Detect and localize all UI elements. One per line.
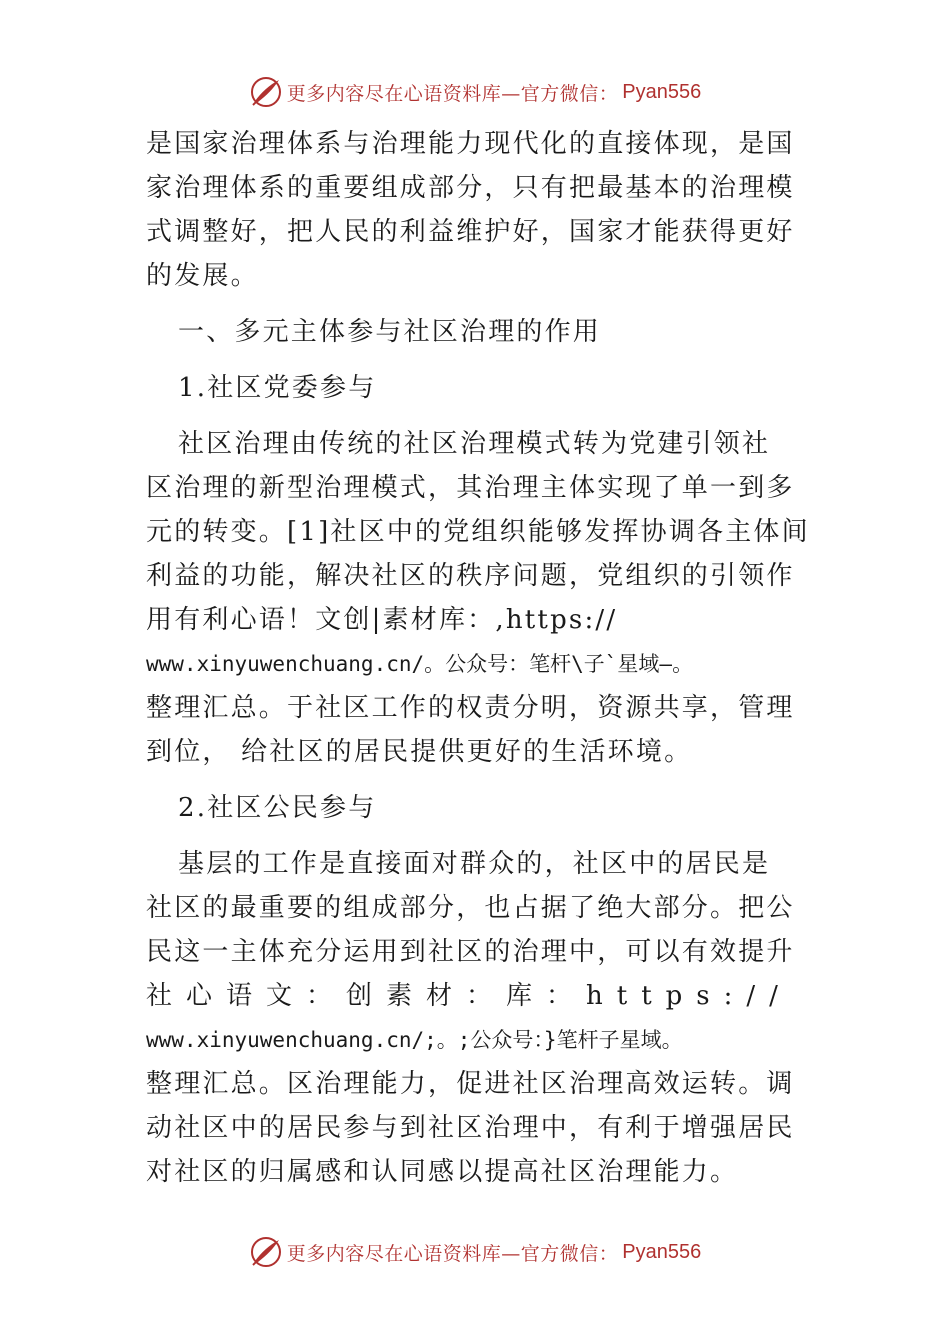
text-line: 是国家治理体系与治理能力现代化的直接体现，是国	[146, 129, 795, 159]
bottom-watermark-banner	[0, 1232, 950, 1272]
text-line: 社区的最重要的组成部分，也占据了绝大部分。把公	[146, 893, 795, 923]
feather-logo-icon	[249, 1235, 283, 1269]
banner-wechat-id: Pyan556	[622, 1240, 702, 1263]
text-line: 的发展。	[146, 261, 259, 291]
text-line: 社心语文：创素材：库：https://	[146, 981, 792, 1011]
text-line: 基层的工作是直接面对群众的，社区中的居民是	[178, 849, 771, 879]
text-line: www.xinyuwenchuang.cn/。公众号：笔杆\子`星域—。	[146, 652, 694, 676]
text-line: 式调整好，把人民的利益维护好，国家才能获得更好	[146, 217, 795, 247]
text-line: 元的转变。[1]社区中的党组织能够发挥协调各主体间	[146, 517, 810, 547]
text-line: 对社区的归属感和认同感以提高社区治理能力。	[146, 1157, 739, 1187]
text-line: 民这一主体充分运用到社区的治理中，可以有效提升	[146, 937, 795, 967]
text-line: 动社区中的居民参与到社区治理中，有利于增强居民	[146, 1113, 795, 1143]
banner-wechat-id: Pyan556	[622, 80, 702, 103]
text-line: 用有利心语！文创|素材库：,https://	[146, 605, 618, 635]
banner-text: 更多内容尽在心语资料库—官方微信：	[286, 82, 619, 105]
banner-text: 更多内容尽在心语资料库—官方微信：	[286, 1242, 619, 1265]
text-line: 整理汇总。于社区工作的权责分明，资源共享，管理	[146, 693, 795, 723]
section-heading: 一、多元主体参与社区治理的作用	[178, 317, 602, 347]
text-line: 家治理体系的重要组成部分，只有把最基本的治理模	[146, 173, 795, 203]
text-line: www.xinyuwenchuang.cn/;。;公众号：}笔杆子星域。	[146, 1028, 683, 1052]
text-line: 整理汇总。区治理能力，促进社区治理高效运转。调	[146, 1069, 795, 1099]
document-body	[146, 122, 826, 1194]
text-line: 社区治理由传统的社区治理模式转为党建引领社	[178, 429, 771, 459]
text-line: 到位， 给社区的居民提供更好的生活环境。	[146, 737, 693, 767]
subsection-heading: 2.社区公民参与	[178, 793, 377, 823]
text-line: 利益的功能，解决社区的秩序问题，党组织的引领作	[146, 561, 795, 591]
feather-logo-icon	[249, 75, 283, 109]
subsection-heading: 1.社区党委参与	[178, 373, 377, 403]
text-line: 区治理的新型治理模式，其治理主体实现了单一到多	[146, 473, 795, 503]
top-watermark-banner	[0, 72, 950, 112]
